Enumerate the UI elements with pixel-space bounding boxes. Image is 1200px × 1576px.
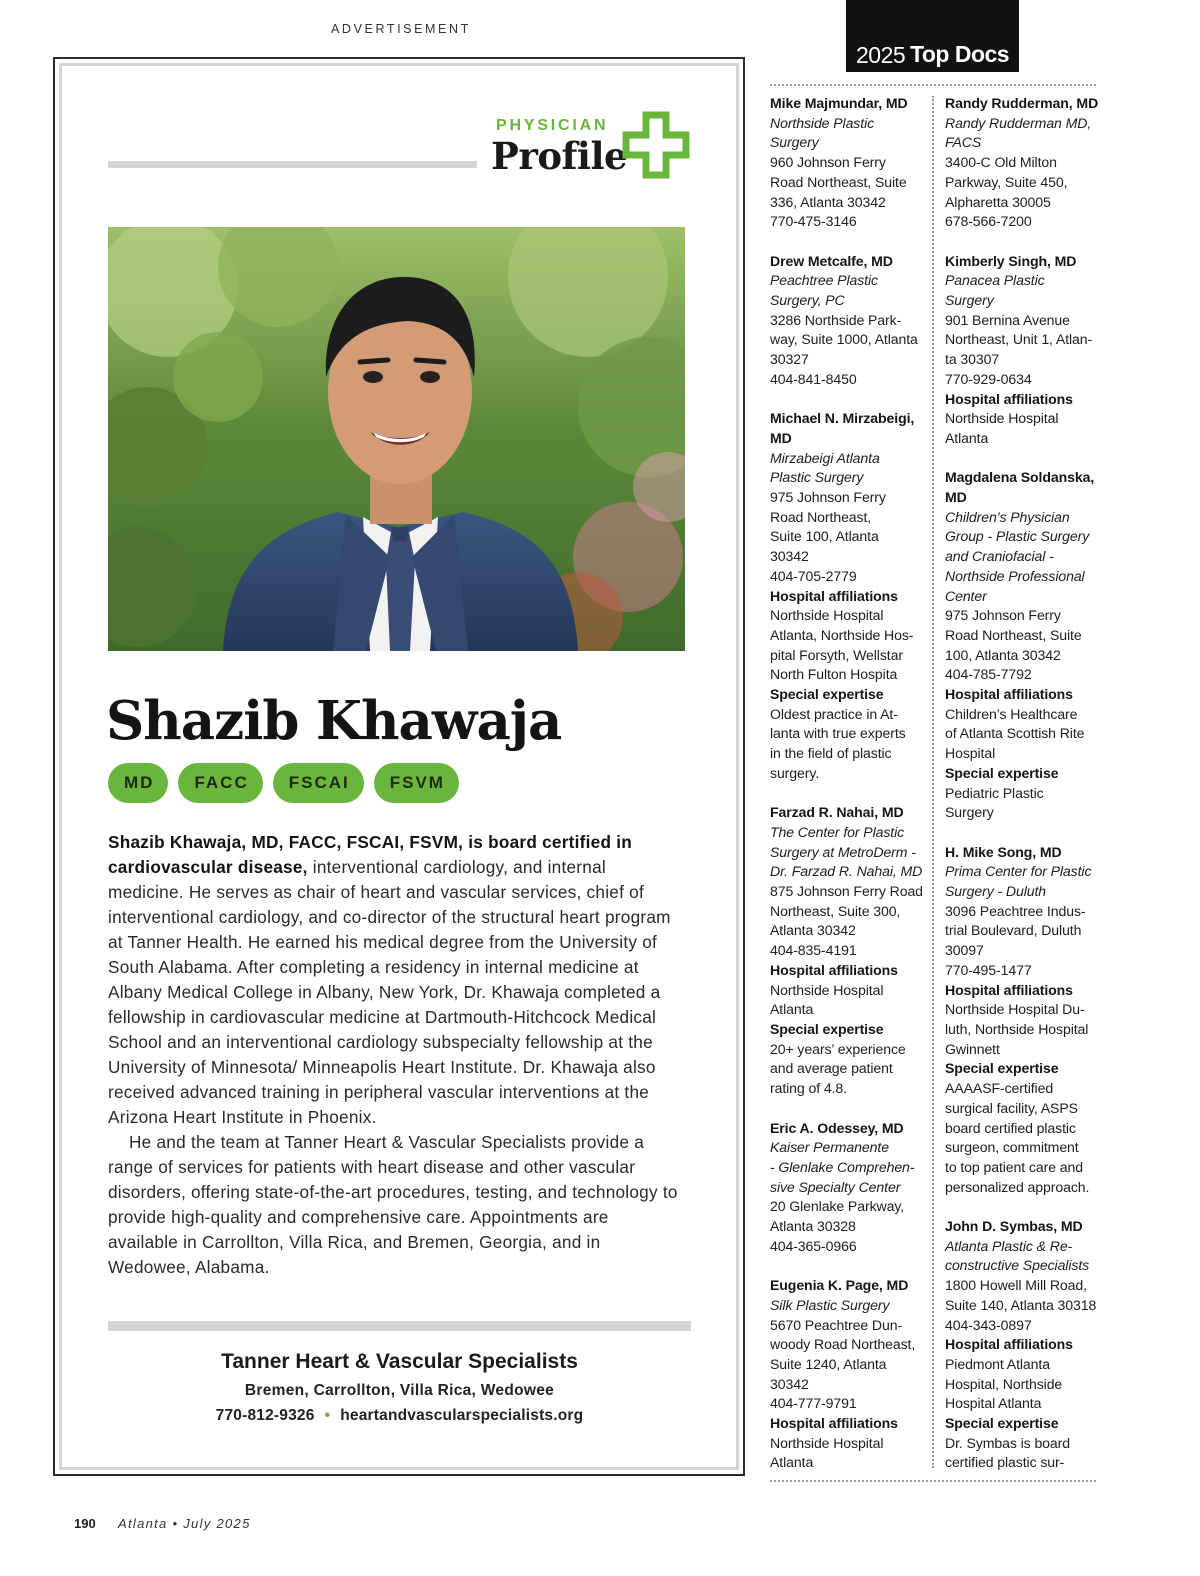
doctor-name: Farzad R. Nahai, MD	[770, 804, 904, 821]
listing-line: 975 Johnson Ferry	[770, 489, 886, 506]
practice-name-line: Peachtree Plastic	[770, 272, 878, 289]
medical-cross-icon	[622, 111, 690, 179]
listing-line: Suite 1240, Atlanta	[770, 1355, 887, 1372]
practice-website-link[interactable]: heartandvascularspecialists.org	[340, 1407, 584, 1424]
listing-line: Suite 140, Atlanta 30318	[945, 1296, 1097, 1313]
practice-name-line: Plastic Surgery	[770, 469, 864, 486]
listing-line: board certified plastic	[945, 1119, 1076, 1136]
issue-label: Atlanta • July 2025	[118, 1516, 251, 1531]
listing-line: Piedmont Atlanta	[945, 1355, 1050, 1372]
practice-phone[interactable]: 770-812-9326	[215, 1407, 315, 1424]
listing-line: lanta with true experts	[770, 725, 906, 742]
listing-line: 20+ years’ experience	[770, 1040, 906, 1057]
physician-portrait	[108, 227, 685, 651]
page-number: 190	[74, 1516, 96, 1531]
header-eyebrow: PHYSICIAN	[496, 117, 609, 134]
doctor-listing	[945, 1217, 1097, 1473]
doctor-name: Eric A. Odessey, MD	[770, 1119, 904, 1136]
doctor-listing	[770, 803, 925, 1099]
listing-line: Pediatric Plastic	[945, 784, 1044, 801]
bio-lead: Shazib Khawaja, MD, FACC, FSCAI, FSVM, is board certified in cardiovascular disease,	[108, 832, 633, 877]
listing-line: Northeast, Unit 1, Atlan-	[945, 331, 1093, 348]
advertisement-label: ADVERTISEMENT	[331, 22, 471, 36]
listing-line: personalized approach.	[945, 1178, 1090, 1195]
listing-line: Northside Hospital	[770, 1434, 884, 1451]
listing-line: Hospital, Northside	[945, 1375, 1063, 1392]
listing-line: luth, Northside Hospital	[945, 1021, 1089, 1037]
bio-paragraph	[108, 830, 678, 1130]
listing-line: Atlanta 30342	[770, 922, 856, 939]
section-label: Special expertise	[945, 764, 1059, 781]
listing-line: pital Forsyth, Wellstar	[770, 646, 903, 663]
header-title: Profile	[491, 134, 628, 178]
separator-dot: •	[324, 1407, 331, 1424]
practice-name-line: Atlanta Plastic & Re-	[945, 1237, 1073, 1254]
listing-line: Alpharetta 30005	[945, 193, 1051, 210]
listing-line: Atlanta	[770, 1001, 814, 1018]
listing-line: Road Northeast,	[770, 508, 872, 525]
listing-line: Northside Hospital	[945, 410, 1059, 427]
listing-line: 770-475-3146	[770, 213, 857, 230]
listing-line: Parkway, Suite 450,	[945, 173, 1068, 190]
listing-line: 3286 Northside Park-	[770, 311, 902, 328]
doctor-listing	[945, 252, 1097, 449]
listing-line: 30342	[770, 1375, 809, 1392]
practice-name-line: Dr. Farzad R. Nahai, MD	[770, 863, 923, 880]
listing-line: surgeon, commitment	[945, 1139, 1079, 1156]
listing-line: Children’s Healthcare	[945, 705, 1078, 722]
listing-line: 3096 Peachtree Indus-	[945, 902, 1086, 919]
listing-line: certified plastic sur-	[945, 1454, 1065, 1471]
doctor-name: Randy Rudderman, MD	[945, 95, 1099, 111]
listing-line: Atlanta	[770, 1454, 814, 1471]
physician-bio	[108, 830, 678, 1280]
doctor-name: MD	[945, 489, 967, 506]
doctor-name: Eugenia K. Page, MD	[770, 1277, 909, 1294]
listing-line: Gwinnett	[945, 1040, 1000, 1057]
listing-line: 770-495-1477	[945, 961, 1032, 978]
listing-line: in the field of plastic	[770, 745, 892, 762]
listing-line: Atlanta	[945, 429, 989, 446]
listing-line: of Atlanta Scottish Rite	[945, 725, 1085, 742]
practice-name-line: - Glenlake Comprehen-	[770, 1158, 915, 1175]
practice-locations: Bremen, Carrollton, Villa Rica, Wedowee	[244, 1382, 555, 1399]
listing-line: way, Suite 1000, Atlanta	[770, 331, 918, 348]
doctor-listing	[770, 94, 925, 232]
listing-line: Surgery	[945, 804, 994, 821]
practice-name-line: Surgery at MetroDerm -	[770, 843, 916, 860]
doctor-listing	[770, 1276, 925, 1473]
section-label: Special expertise	[945, 1060, 1059, 1077]
listing-line: 404-835-4191	[770, 942, 857, 959]
listing-line: Northeast, Suite 300,	[770, 902, 901, 919]
listing-top-divider	[770, 84, 1096, 86]
practice-name-line: Panacea Plastic	[945, 272, 1045, 289]
listing-line: 30097	[945, 942, 984, 959]
practice-name-line: Northside Professional	[945, 567, 1085, 584]
listing-line: 30342	[770, 548, 809, 565]
practice-name-line: Prima Center for Plastic	[945, 863, 1092, 880]
practice-name-line: Randy Rudderman MD,	[945, 114, 1092, 131]
listing-line: 975 Johnson Ferry	[945, 607, 1061, 624]
practice-name-line: Mirzabeigi Atlanta	[770, 449, 880, 466]
practice-name-line: Surgery	[770, 134, 819, 151]
listing-line: 901 Bernina Avenue	[945, 311, 1070, 328]
listing-line: 336, Atlanta 30342	[770, 193, 886, 210]
listing-line: Northside Hospital Du-	[945, 1001, 1085, 1018]
listing-line: rating of 4.8.	[770, 1080, 847, 1097]
practice-name-line: Surgery - Duluth	[945, 883, 1047, 900]
section-label: Hospital affiliations	[770, 1415, 898, 1432]
credential-badge: FSVM	[374, 763, 459, 803]
practice-name-line: sive Specialty Center	[770, 1178, 901, 1195]
section-label: Hospital affiliations	[945, 686, 1073, 703]
practice-contact	[108, 1407, 691, 1425]
doctor-name: Michael N. Mirzabeigi,	[770, 410, 915, 427]
listing-line: 5670 Peachtree Dun-	[770, 1316, 903, 1333]
section-label: Hospital affiliations	[945, 390, 1073, 407]
practice-name-line: Kaiser Permanente	[770, 1139, 889, 1156]
header-rule	[108, 161, 477, 168]
practice-name-line: Children’s Physician	[945, 508, 1070, 525]
listing-line: and average patient	[770, 1060, 893, 1077]
doctor-listing	[770, 252, 925, 390]
listing-line: 3400-C Old Milton	[945, 154, 1057, 171]
doctor-name: Kimberly Singh, MD	[945, 252, 1077, 269]
listing-line: Northside Hospital	[770, 981, 884, 998]
section-label: Special expertise	[770, 686, 884, 703]
doctor-name: MD	[770, 429, 792, 446]
listing-line: ta 30307	[945, 351, 1000, 368]
listing-line: 875 Johnson Ferry Road	[770, 883, 923, 900]
doctor-name: Magdalena Soldanska,	[945, 469, 1095, 486]
practice-name-line: Center	[945, 587, 987, 604]
listing-line: 20 Glenlake Parkway,	[770, 1198, 905, 1215]
practice-name: Tanner Heart & Vascular Specialists	[221, 1350, 578, 1373]
practice-name-line: Surgery	[945, 292, 994, 309]
listing-line: 404-705-2779	[770, 567, 857, 584]
listing-line: surgical facility, ASPS	[945, 1099, 1078, 1116]
listing-line: surgery.	[770, 764, 820, 781]
doctor-listing	[945, 468, 1097, 823]
listing-line: 404-343-0897	[945, 1316, 1032, 1333]
bio-paragraph-2: He and the team at Tanner Heart & Vascular Specialists provide a range of services for patients with heart disease and other vascular disorders, offering state-of-the-art procedures, testing, and technology to provide high-quality and comprehensive care. Appointments are available in Carrollton, Villa Rica, and Bremen, Georgia, and in Wedowee, Alabama.	[108, 1132, 678, 1277]
listing-line: 678-566-7200	[945, 213, 1032, 230]
footer-rule	[108, 1321, 691, 1331]
listing-column-divider	[932, 96, 934, 1468]
listing-column-right	[945, 94, 1097, 1493]
listing-line: woody Road Northeast,	[770, 1336, 916, 1353]
top-docs-year: 2025	[856, 42, 906, 68]
listing-line: 404-365-0966	[770, 1237, 857, 1254]
credential-badge: MD	[108, 763, 168, 803]
section-label: Hospital affiliations	[770, 587, 898, 604]
doctor-name: Drew Metcalfe, MD	[770, 252, 893, 269]
listing-line: Atlanta, Northside Hos-	[770, 626, 914, 643]
listing-line: 1800 Howell Mill Road,	[945, 1277, 1087, 1294]
physician-name: Shazib Khawaja	[106, 690, 562, 752]
section-label: Hospital affiliations	[945, 981, 1073, 998]
listing-line: Dr. Symbas is board	[945, 1434, 1070, 1451]
listing-line: AAAASF-certified	[945, 1080, 1054, 1097]
top-docs-title: Top Docs	[910, 41, 1010, 67]
credential-badge: FACC	[178, 763, 262, 803]
listing-line: 404-777-9791	[770, 1395, 857, 1412]
listing-line: Road Northeast, Suite	[945, 626, 1082, 643]
listing-line: trial Boulevard, Duluth	[945, 922, 1082, 939]
doctor-listing	[770, 1119, 925, 1257]
practice-name-line: Group - Plastic Surgery	[945, 528, 1090, 545]
bio-text: interventional cardiology, and internal medicine. He serves as chair of heart and vascular services, chief of interventional cardiology, and co-director of the structural heart program at Tanner Health. He earned his medical degree from the University of South Alabama. After completing a residency in internal medicine at Albany Medical College in Albany, New York, Dr. Khawaja completed a fellowship in cardiovascular medicine at Dartmouth-Hitchcock Medical School and an interventional cardiology subspecialty fellowship at the University of Minnesota/ Minneapolis Heart Institute. Dr. Khawaja also received advanced training in peripheral vascular interventions at the Arizona Heart Institute in Phoenix.	[108, 857, 671, 1127]
practice-name-line: Surgery, PC	[770, 292, 845, 309]
doctor-listing	[945, 94, 1097, 232]
listing-line: Hospital	[945, 745, 996, 762]
practice-name-line: and Craniofacial -	[945, 548, 1054, 565]
listing-line: 770-929-0634	[945, 370, 1032, 387]
credential-badge: FSCAI	[273, 763, 364, 803]
listing-line: 404-841-8450	[770, 370, 857, 387]
section-label: Special expertise	[770, 1021, 884, 1037]
listing-line: Road Northeast, Suite	[770, 173, 907, 190]
listing-line: to top patient care and	[945, 1158, 1083, 1175]
top-docs-tab	[846, 0, 1019, 72]
doctor-listing	[945, 843, 1097, 1198]
physician-photo	[108, 227, 685, 651]
section-label: Hospital affiliations	[770, 961, 898, 978]
listing-line: Hospital Atlanta	[945, 1395, 1042, 1412]
section-label: Special expertise	[945, 1415, 1059, 1432]
listing-line: 404-785-7792	[945, 666, 1032, 683]
practice-name-line: Silk Plastic Surgery	[770, 1296, 890, 1313]
practice-name-line: Northside Plastic	[770, 114, 875, 131]
credential-badges	[108, 763, 459, 803]
listing-line: Suite 100, Atlanta	[770, 528, 879, 545]
practice-name-line: constructive Specialists	[945, 1257, 1090, 1274]
listing-line: 30327	[770, 351, 809, 368]
section-label: Hospital affiliations	[945, 1336, 1073, 1353]
listing-column-left	[770, 94, 925, 1493]
listing-line: Oldest practice in At-	[770, 705, 898, 722]
listing-line: Northside Hospital	[770, 607, 884, 624]
listing-line: North Fulton Hospita	[770, 666, 898, 683]
listing-line: 960 Johnson Ferry	[770, 154, 886, 171]
practice-name-line: FACS	[945, 134, 982, 151]
doctor-name: John D. Symbas, MD	[945, 1218, 1083, 1235]
practice-name-line: The Center for Plastic	[770, 823, 905, 840]
listing-line: 100, Atlanta 30342	[945, 646, 1061, 663]
doctor-name: Mike Majmundar, MD	[770, 95, 908, 111]
listing-line: Atlanta 30328	[770, 1218, 856, 1235]
doctor-name: H. Mike Song, MD	[945, 843, 1062, 860]
doctor-listing	[770, 409, 925, 783]
